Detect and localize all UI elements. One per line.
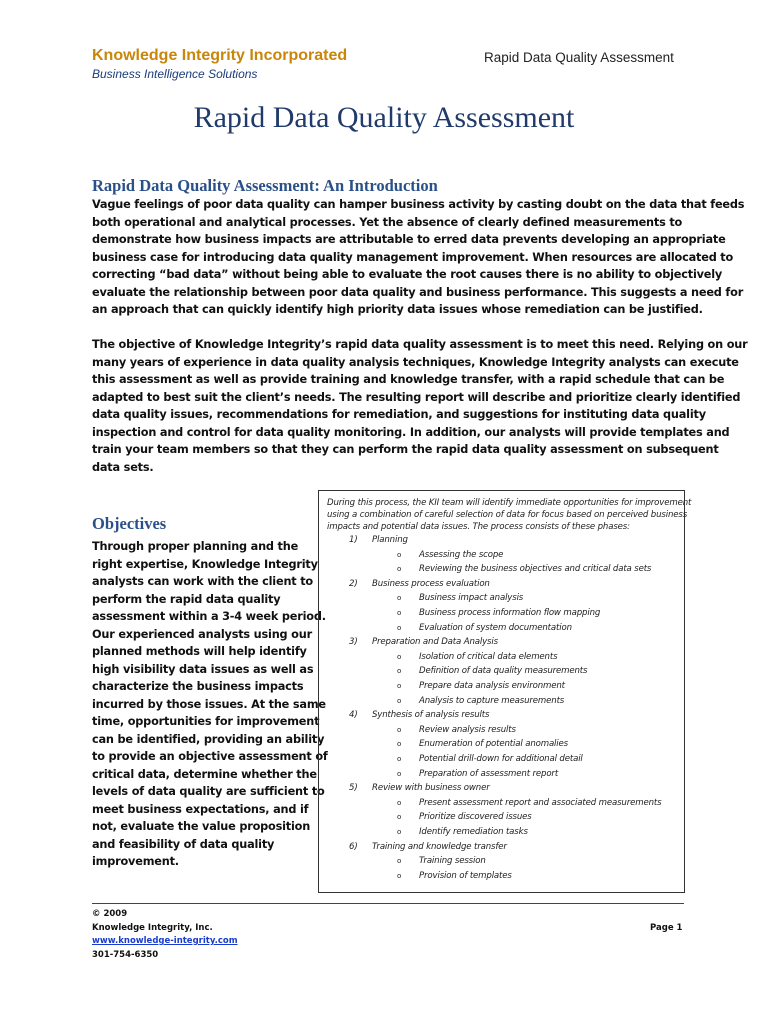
paragraph-line: high visibility data issues as well as [92,662,314,676]
intro-paragraph-2 [92,336,747,476]
phase-name: Training and knowledge transfer [372,841,507,852]
phase-step-label: Training session [419,856,486,867]
process-intro-line: During this process, the KII team will identify immediate opportunities for improvement [327,498,692,508]
phase-step-label: Business process information flow mapping [419,608,601,618]
circle-bullet-icon: o [397,828,402,836]
paragraph-line: meet business expectations, and if [92,802,309,816]
process-phase [349,710,489,720]
paragraph-line: demonstrate how business impacts are attributable to erred data prevents developing an appropriate [92,233,726,246]
phase-number: 3) [349,637,358,648]
circle-bullet-icon: o [397,725,402,734]
footer-website-link[interactable]: www.knowledge-integrity.com [92,936,238,946]
paragraph-line: Vague feelings of poor data quality can hamper business activity by casting doubt on the data that feeds [92,198,745,211]
process-phases-box [318,490,692,893]
phase-number: 6) [349,841,358,852]
phase-step-label: Reviewing the business objectives and critical data sets [419,564,652,575]
paragraph-line: planned methods will help identify [92,645,307,658]
phase-step [397,681,565,691]
phase-step [397,798,661,808]
phase-step [397,623,572,633]
paragraph-line: train your team members so that they can perform the rapid data quality assessment on subsequent [92,443,719,456]
paragraph-line: can be identified, providing an ability [92,732,325,746]
phase-step [397,608,600,618]
circle-bullet-icon: o [397,813,402,822]
footer-phone: 301-754-6350 [92,950,159,960]
phase-step-label: Assessing the scope [419,549,504,560]
phase-step [397,739,568,749]
paragraph-line: time, opportunities for improvement [92,715,320,728]
phase-step-label: Prepare data analysis environment [419,681,565,691]
company-name: Knowledge Integrity Incorporated [92,47,348,64]
process-intro-line: impacts and potential data issues. The process consists of these phases: [327,522,630,532]
process-phase [349,637,498,647]
paragraph-line: critical data, determine whether the [92,767,317,781]
paragraph-line: and feasibility of data quality [92,837,275,851]
circle-bullet-icon: o [397,871,402,880]
phase-number: 2) [349,578,358,589]
phase-number: 1) [349,535,358,545]
paragraph-line: this assessment as well as provide training and knowledge transfer, with a rapid schedule that can be [92,373,725,386]
phase-step-label: Provision of templates [419,870,512,881]
phase-step [397,856,486,866]
paragraph-line: improvement. [92,855,179,868]
paragraph-line: evaluate the relationship between poor data quality and business performance. This suggests a need for [92,285,744,299]
process-intro [327,497,691,533]
phase-step [397,769,558,779]
process-phase [349,535,408,545]
circle-bullet-icon: o [397,667,402,676]
circle-bullet-icon: o [397,652,402,661]
paragraph-line: many years of experience in data quality analysis techniques, Knowledge Integrity analysts can execute [92,355,739,369]
phase-step-label: Prioritize discovered issues [419,812,532,823]
phase-step [397,550,503,560]
phase-name: Planning [372,535,408,545]
footer-page-number: Page 1 [650,923,683,933]
paragraph-line: analysts can work with the client to [92,575,313,588]
paragraph-line: characterize the business impacts [92,680,304,693]
circle-bullet-icon: o [397,696,402,705]
paragraph-line: right expertise, Knowledge Integrity [92,557,318,571]
intro-heading: Rapid Data Quality Assessment: An Introduction [92,176,438,195]
process-intro-line: using a combination of careful selection of data for focus based on perceived business [327,510,688,520]
objectives-paragraph [92,538,328,871]
phase-step-label: Identify remediation tasks [419,827,528,837]
phase-step [397,652,557,662]
paragraph-line: assessment within a 3-4 week period. [92,610,326,623]
phase-step-label: Review analysis results [419,724,516,735]
phase-step-label: Present assessment report and associated measurements [419,797,662,808]
phase-number: 5) [349,783,358,794]
paragraph-line: perform the rapid data quality [92,592,281,606]
circle-bullet-icon: o [397,609,402,617]
phase-number: 4) [349,710,358,721]
phase-step [397,827,528,837]
page-title: Rapid Data Quality Assessment [193,101,575,134]
paragraph-line: not, evaluate the value proposition [92,820,311,833]
paragraph-line: Through proper planning and the [92,540,299,553]
paragraph-line: data quality issues, recommendations for remediation, and suggestions for instituting data quality [92,408,706,421]
circle-bullet-icon: o [397,755,402,763]
phase-step-label: Isolation of critical data elements [419,651,558,662]
paragraph-line: correcting “bad data” without being able to evaluate the root causes there is no ability to objectively [92,268,723,281]
circle-bullet-icon: o [397,798,402,807]
process-phase [349,783,490,793]
phase-step-label: Analysis to capture measurements [419,695,565,706]
footer-copyright: © 2009 [92,909,128,919]
process-phase [349,579,490,589]
phase-step-label: Enumeration of potential anomalies [419,739,568,750]
phase-step [397,593,523,603]
paragraph-line: The objective of Knowledge Integrity’s rapid data quality assessment is to meet this need. Relying on our [92,338,748,351]
phase-name: Synthesis of analysis results [372,710,490,721]
paragraph-line: data sets. [92,460,154,474]
phase-name: Preparation and Data Analysis [372,637,498,648]
phase-step [397,666,587,676]
process-phase [349,842,507,852]
circle-bullet-icon: o [397,769,402,778]
phase-step-label: Potential drill-down for additional detail [419,754,583,764]
phase-step [397,754,583,764]
footer-company: Knowledge Integrity, Inc. [92,923,213,933]
paragraph-line: an approach that can quickly identify high priority data issues whose remediation can be justified. [92,303,703,316]
circle-bullet-icon: o [397,550,402,559]
phase-step [397,564,651,574]
circle-bullet-icon: o [397,682,402,690]
phase-step [397,812,532,822]
circle-bullet-icon: o [397,857,402,866]
circle-bullet-icon: o [397,565,402,574]
phase-step-label: Evaluation of system documentation [419,622,572,633]
paragraph-line: Our experienced analysts using our [92,627,312,641]
paragraph-line: levels of data quality are sufficient to [92,785,325,798]
objectives-heading: Objectives [92,514,167,533]
phase-name: Review with business owner [372,783,490,794]
paragraph-line: adapted to best suit the client’s needs. The resulting report will describe and prioritize clearly identified [92,390,741,404]
paragraph-line: to provide an objective assessment of [92,750,328,763]
footer-divider [92,903,684,904]
intro-paragraph-1 [92,196,744,319]
circle-bullet-icon: o [397,740,402,749]
circle-bullet-icon: o [397,623,402,632]
paragraph-line: both operational and analytical processes. Yet the absence of clearly defined measurements to [92,215,683,229]
paragraph-line: inspection and control for data quality monitoring. In addition, our analysts will provide templates and [92,425,730,439]
company-tagline: Business Intelligence Solutions [92,67,258,81]
phase-step [397,871,512,881]
phase-name: Business process evaluation [372,578,490,589]
paragraph-line: incurred by those issues. At the same [92,697,326,711]
phase-step [397,696,564,706]
circle-bullet-icon: o [397,594,402,603]
phase-step-label: Preparation of assessment report [419,768,559,779]
phase-step-label: Definition of data quality measurements [419,666,588,677]
paragraph-line: business case for introducing data quality management improvement. When resources are allocated to [92,250,734,264]
phase-step [397,725,516,735]
phase-step-label: Business impact analysis [419,593,524,604]
header-document-title: Rapid Data Quality Assessment [484,50,674,65]
